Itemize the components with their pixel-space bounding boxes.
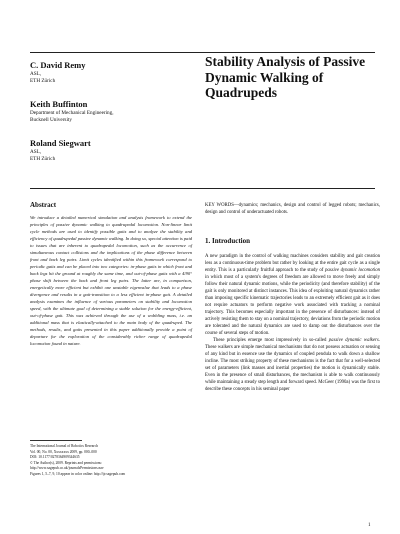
text-run: These principles emerge most impressively in so-called <box>213 338 329 343</box>
author-affiliation: Bucknell University <box>30 117 72 123</box>
author-affiliation: ETH Zürich <box>30 156 56 162</box>
emphasis: passive dynamic walkers <box>328 338 379 343</box>
author <box>30 99 190 124</box>
page-number: 1 <box>368 523 371 528</box>
abstract-text: We introduce a detailed numerical simulation and analysis framework to extend the principles of passive dynamic walking to quadrupedal locomotion. Non-linear limit cycle methods are used to identify possible gaits and to analyze the stability and efficiency of quadrupedal passive dynamic walking. In doing so, special attention is paid to issues that are inherent to quadrupedal locomotion, such as the occurrence of simultaneous contact collisions and the implications of the phase difference between front and back leg pairs. Limit cycles identified within this framework correspond to periodic gaits and can be placed into two categories: in-phase gaits in which front and back legs hit the ground at roughly the same time, and out-of-phase gaits with a 4/90° phase shift between the back and front leg pairs. The latter are, in comparison, energetically more efficient but exhibit one unstable eigenvalue that leads to a phase divergence and results in a gait-transition to a less efficient in-phase gait. A detailed analysis examines the influence of various parameters on stability and locomotion speed, with the ultimate goal of determining a stable solution for the energy-efficient, out-of-phase gait. This was achieved through the use of a wobbling mass, i.e. an additional mass that is elastically-attached to the main body of the quadruped. The methods, results, and gaits presented in this paper additionally provide a point of departure for the exploration of the considerably richer range of quadrupedal locomotion found in nature. <box>30 215 192 346</box>
footnote-line: Figures 1, 5–7, 9, 10 appear in color online: http://ijr.sagepub.com <box>30 471 126 476</box>
paper-title: Stability Analysis of Passive Dynamic Walking of Quadrupeds <box>205 54 366 100</box>
footnote-line: Vol. 00, No. 00, Xxxxxxxx 2009, pp. 000–000 <box>30 449 97 454</box>
introduction-text <box>205 253 380 393</box>
author-block <box>30 60 190 177</box>
footnote-rule <box>30 440 82 441</box>
footnote-line: http://www.sagepub.co.uk/journalsPermissions.nav <box>30 466 104 471</box>
author <box>30 60 190 85</box>
text-run: . These walkers are simple mechanical mechanisms that do not possess actuation or sensing of any kind but in essence use the dynamics of coupled pendula to walk down a shallow incline. The most striking property of these mechanisms is the fact that for a well-selected set of parameters (link masses and inertial properties) the motion is dynamically stable. Even in the presence of small disturbances, the mechanism is able to walk continuously while maintaining a steady step length and forward speed. McGeer (1990a) was the first to describe these concepts in his seminal paper <box>205 338 380 392</box>
abstract-heading: Abstract <box>30 201 57 209</box>
footnote-line: © The Author(s), 2009. Reprints and permissions: <box>30 460 102 465</box>
emphasis: passive dynamic locomotion <box>324 268 381 273</box>
footnote-line: DOI: 10.1177/0278364909344635 <box>30 455 80 460</box>
paragraph <box>205 337 380 393</box>
section-heading-introduction: 1. Introduction <box>205 237 250 245</box>
author-name: Roland Siegwart <box>30 138 91 148</box>
paragraph <box>205 253 380 337</box>
journal-footnote <box>30 444 195 478</box>
author-affiliation: ETH Zürich <box>30 78 56 84</box>
author-affiliation: ASL, <box>30 71 42 77</box>
author <box>30 138 190 163</box>
keywords: KEY WORDS—dynamics; mechanics, design and control of legged robots; mechanics, design and control of underactuated robots. <box>205 203 380 215</box>
author-affiliation: ASL, <box>30 149 42 155</box>
top-rule <box>30 52 375 53</box>
header-bottom-rule <box>30 188 375 189</box>
author-affiliation: Department of Mechanical Engineering, <box>30 110 114 116</box>
text-run: A new paradigm in the control of walking machines considers stability and gait creation less as a continuous-time problem but rather by looking at the entire gait cycle as a single entity. This is a particularly fruitful approach to the study of <box>205 254 380 273</box>
author-name: C. David Remy <box>30 60 86 70</box>
text-run: in which most of a system's degrees of freedom are allowed to move freely and simply follow their natural dynamic motions, while the periodicity (and therefore stability) of the gait is only monitored at distinct instances. This idea of exploiting natural dynamics rather than imposing specific kinematic trajectories leads to an extremely efficient gait as it does not require actuators to perform negative work associated with tracking a nominal trajectory. This becomes especially important in the presence of disturbances: instead of actively resisting them to stay on a nominal trajectory, deviations from the periodic motion are tolerated and the natural dynamics are used to damp out the disturbances over the course of several steps of motion. <box>205 275 380 336</box>
author-name: Keith Buffinton <box>30 99 88 109</box>
footnote-line: The International Journal of Robotics Research <box>30 444 98 448</box>
